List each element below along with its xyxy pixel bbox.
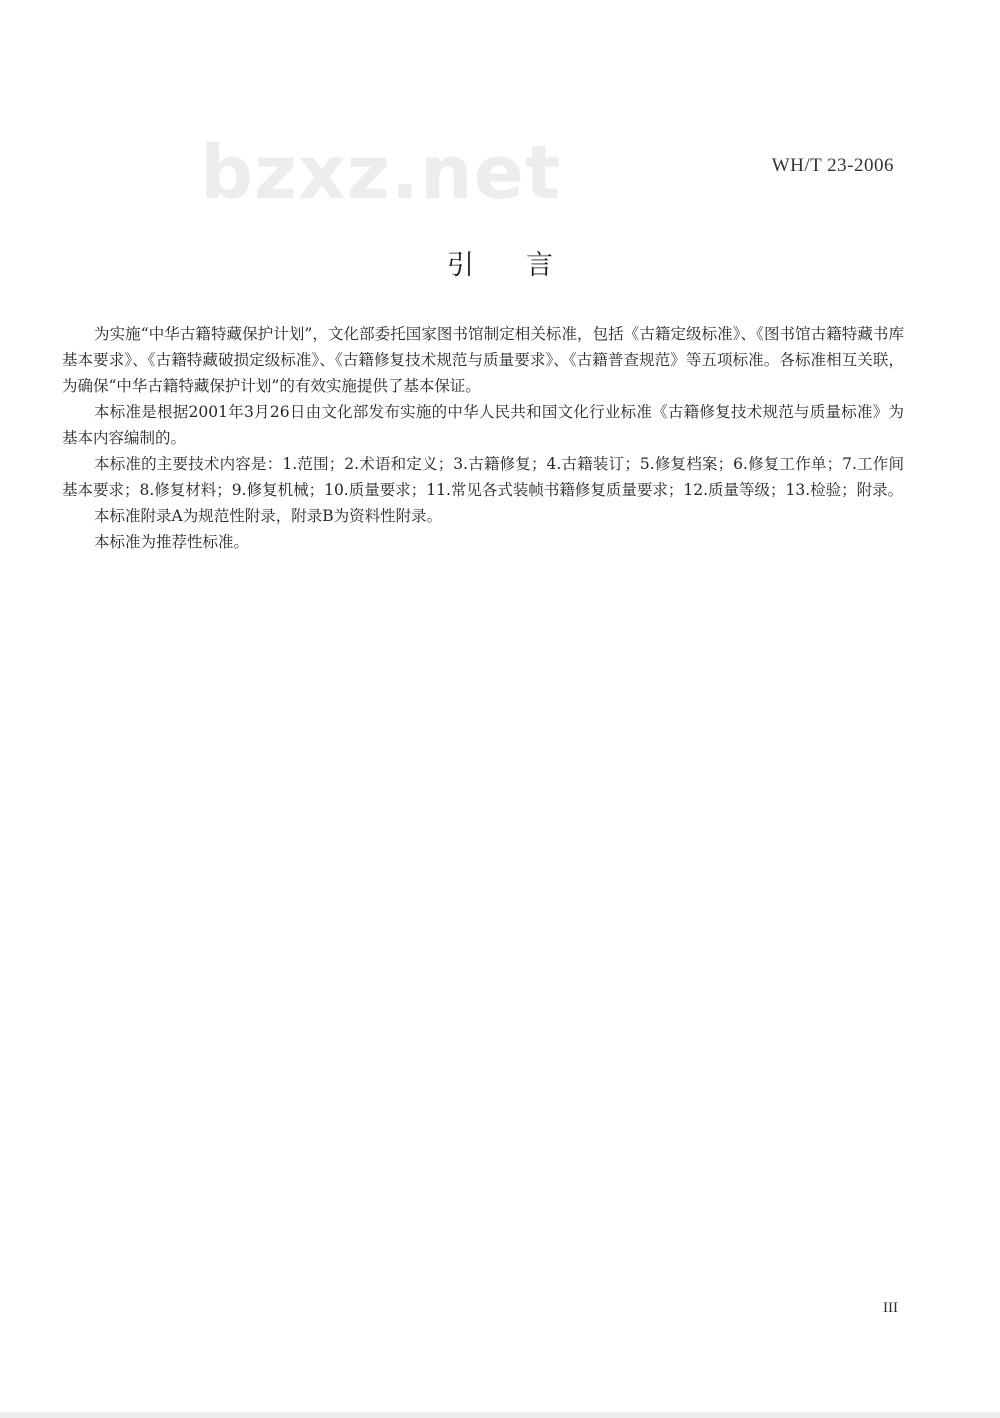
paragraph-basis: 本标准是根据2001年3月26日由文化部发布实施的中华人民共和国文化行业标准《古籍修复技术规范与质量标准》为基本内容编制的。 bbox=[62, 403, 904, 447]
paragraph-recommendation: 本标准为推荐性标准。 bbox=[94, 533, 250, 551]
paragraph-purpose: 为实施“中华古籍特藏保护计划”，文化部委托国家图书馆制定相关标准，包括《古籍定级标准》、《图书馆古籍特藏书库基本要求》、《古籍特藏破损定级标准》、《古籍修复技术规范与质量要求》、《古籍普查规范》等五项标准。各标准相互关联，为确保“中华古籍特藏保护计划”的有效实施提供了基本保证。 bbox=[62, 325, 904, 395]
paragraph-appendix: 本标准附录A为规范性附录，附录B为资料性附录。 bbox=[94, 507, 443, 525]
paragraph-contents: 本标准的主要技术内容是：1.范围；2.术语和定义；3.古籍修复；4.古籍装订；5.修复档案；6.修复工作单；7.工作间基本要求；8.修复材料；9.修复机械；10.质量要求；11.常见各式装帧书籍修复质量要求；12.质量等级；13.检验；附录。 bbox=[62, 455, 904, 499]
page-title: 引言 bbox=[447, 250, 605, 281]
standard-code: WH/T 23-2006 bbox=[771, 155, 894, 176]
introduction-body bbox=[62, 321, 904, 555]
watermark-text: bzxz.net bbox=[200, 130, 562, 216]
page-number: III bbox=[883, 1300, 898, 1316]
page-bottom-edge bbox=[0, 1412, 1000, 1418]
